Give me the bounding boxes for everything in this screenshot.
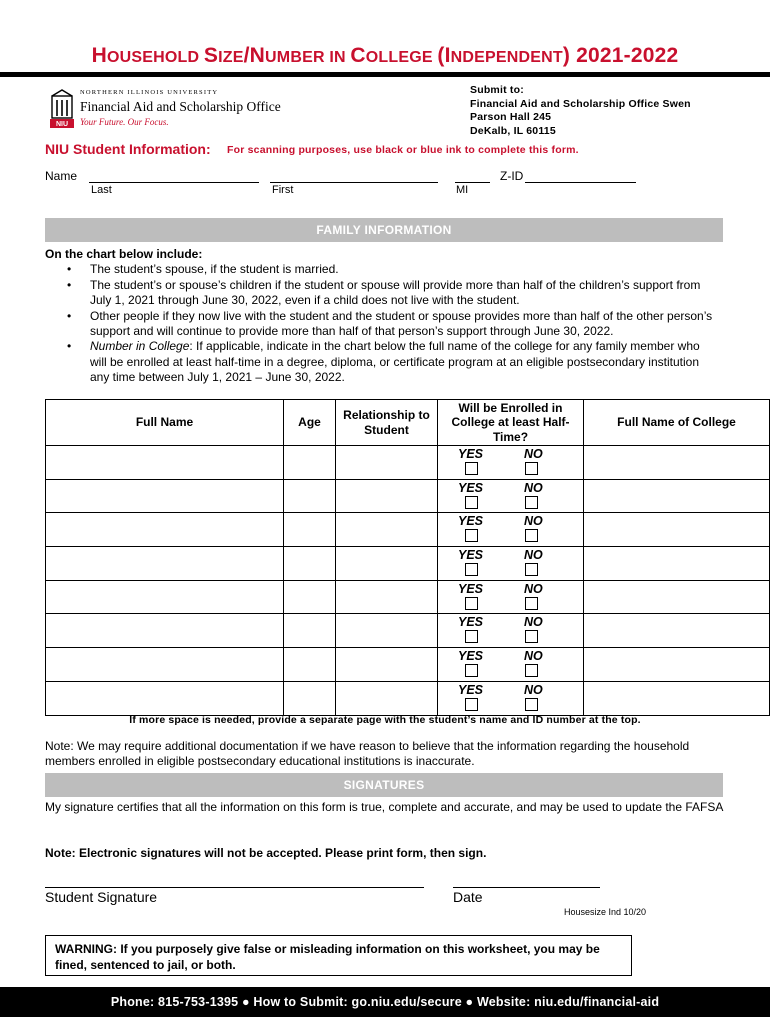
col-header-enrolled: Will be Enrolled in College at least Half-Time? <box>438 400 584 446</box>
age-cell[interactable] <box>284 614 336 648</box>
submit-line: Financial Aid and Scholarship Office Swen <box>470 97 691 110</box>
no-checkbox[interactable] <box>525 597 538 610</box>
enrolled-cell <box>438 648 584 682</box>
full-name-cell[interactable] <box>46 547 284 581</box>
certification-text: My signature certifies that all the information on this form is true, complete and accurate, and may be used to update the FAFSA <box>45 800 724 814</box>
age-cell[interactable] <box>284 446 336 480</box>
college-name-cell[interactable] <box>584 513 770 547</box>
no-label: NO <box>524 447 543 461</box>
col-header-age: Age <box>284 400 336 446</box>
title-part: NDEPENDENT <box>450 49 563 66</box>
date-label: Date <box>453 889 483 905</box>
full-name-cell[interactable] <box>46 580 284 614</box>
instruction-item: • The student’s spouse, if the student is married. <box>45 262 715 277</box>
college-name-cell[interactable] <box>584 681 770 715</box>
relationship-cell[interactable] <box>336 580 438 614</box>
relationship-cell[interactable] <box>336 513 438 547</box>
niu-building-icon <box>50 88 74 128</box>
number-in-college-term: Number in College <box>90 339 190 354</box>
university-name: NORTHERN ILLINOIS UNIVERSITY <box>80 89 219 96</box>
form-id: Housesize Ind 10/20 <box>564 907 647 917</box>
yes-label: YES <box>458 615 484 630</box>
relationship-cell[interactable] <box>336 648 438 682</box>
no-electronic-signature-note: Note: Electronic signatures will not be accepted. Please print form, then sign. <box>45 846 487 860</box>
table-row <box>46 614 770 648</box>
yes-checkbox[interactable] <box>465 496 478 509</box>
last-name-field[interactable] <box>89 182 259 183</box>
age-cell[interactable] <box>284 513 336 547</box>
table-row <box>46 681 770 715</box>
yes-checkbox[interactable] <box>465 462 478 475</box>
no-label: NO <box>524 548 543 563</box>
title-part: ) 2021-2022 <box>562 44 679 67</box>
office-name: Financial Aid and Scholarship Office <box>80 99 281 114</box>
college-name-cell[interactable] <box>584 479 770 513</box>
number-in-college-text: : If applicable, indicate in the chart below the full name of the college for any family member who will be enrolled at least half-time in a degree, diploma, or certificate program at an eligible postsecondary institution any time between July 1, 2021 – June 30, 2022. <box>90 339 700 385</box>
col-header-relationship: Relationship to Student <box>336 400 438 446</box>
yes-label: YES <box>458 682 484 697</box>
family-table-body <box>46 446 770 716</box>
relationship-cell[interactable] <box>336 479 438 513</box>
yes-label: YES <box>458 447 484 461</box>
niu-logo <box>50 86 310 132</box>
more-space-note: If more space is needed, provide a separate page with the student’s name and ID number at the top. <box>129 714 641 726</box>
age-cell[interactable] <box>284 547 336 581</box>
yes-checkbox[interactable] <box>465 597 478 610</box>
no-label: NO <box>524 682 543 697</box>
relationship-cell[interactable] <box>336 547 438 581</box>
college-name-cell[interactable] <box>584 446 770 480</box>
no-checkbox[interactable] <box>525 529 538 542</box>
submit-line: Parson Hall 245 <box>470 111 552 123</box>
title-part: IZE <box>218 49 244 66</box>
title-part: H <box>91 44 107 67</box>
yes-checkbox[interactable] <box>465 664 478 677</box>
full-name-cell[interactable] <box>46 648 284 682</box>
footer-contact-bar: Phone: 815-753-1395 ● How to Submit: go.niu.edu/secure ● Website: niu.edu/financial-aid <box>0 987 770 1017</box>
yes-label: YES <box>458 480 484 495</box>
zid-label: Z-ID <box>500 169 524 183</box>
date-field[interactable] <box>453 887 600 888</box>
no-checkbox[interactable] <box>525 462 538 475</box>
college-name-cell[interactable] <box>584 614 770 648</box>
table-row <box>46 513 770 547</box>
title-divider <box>0 72 770 77</box>
instruction-item: • The student’s or spouse’s children if the student or spouse will provide more than half of the children’s support from July 1, 2021 through June 30, 2022, even if a child does not live with the student. <box>45 278 715 309</box>
family-table <box>45 399 770 716</box>
instruction-item: • Other people if they now live with the student and the student or spouse provides more than half of the other person’s support and will continue to provide more than half of that person’s support through June 30, 2022. <box>45 309 715 340</box>
warning-box: WARNING: If you purposely give false or misleading information on this worksheet, you may be fined, sentenced to jail, or both. <box>45 935 632 976</box>
table-row <box>46 547 770 581</box>
instructions-list <box>45 262 715 385</box>
title-part: UMBER IN <box>265 49 351 66</box>
enrolled-cell <box>438 681 584 715</box>
family-information-bar: FAMILY INFORMATION <box>45 218 723 242</box>
family-instructions <box>45 247 715 386</box>
enrolled-cell <box>438 547 584 581</box>
table-row <box>46 446 770 480</box>
mi-label: MI <box>456 184 469 196</box>
documentation-note: Note: We may require additional documentation if we have reason to believe that the information regarding the household members enrolled in eligible postsecondary educational institutions is inaccurate. <box>45 739 690 769</box>
yes-checkbox[interactable] <box>465 563 478 576</box>
last-label: Last <box>91 184 112 196</box>
title-part: S <box>203 44 219 67</box>
no-checkbox[interactable] <box>525 496 538 509</box>
enrolled-cell <box>438 614 584 648</box>
title-part: OUSEHOLD <box>107 49 204 66</box>
yes-checkbox[interactable] <box>465 529 478 542</box>
table-row <box>46 479 770 513</box>
enrolled-cell <box>438 446 584 480</box>
no-label: NO <box>524 480 543 495</box>
age-cell[interactable] <box>284 648 336 682</box>
title-part: (I <box>437 44 451 67</box>
full-name-cell[interactable] <box>46 479 284 513</box>
full-name-cell[interactable] <box>46 681 284 715</box>
college-name-cell[interactable] <box>584 547 770 581</box>
no-label: NO <box>524 649 543 664</box>
submit-heading: Submit to: <box>470 84 524 96</box>
table-header-row <box>46 400 770 446</box>
submit-address <box>470 84 691 138</box>
no-label: NO <box>524 615 543 630</box>
yes-checkbox[interactable] <box>465 698 478 711</box>
no-checkbox[interactable] <box>525 563 538 576</box>
yes-label: YES <box>458 548 484 563</box>
relationship-cell[interactable] <box>336 446 438 480</box>
student-signature-field[interactable] <box>45 887 424 888</box>
mi-field[interactable] <box>455 182 490 183</box>
instruction-item <box>45 339 715 385</box>
age-cell[interactable] <box>284 479 336 513</box>
instructions-lead: On the chart below include: <box>45 247 203 261</box>
yes-label: YES <box>458 649 484 664</box>
full-name-cell[interactable] <box>46 614 284 648</box>
college-name-cell[interactable] <box>584 580 770 614</box>
logo-tagline: Your Future. Our Focus. <box>80 117 169 127</box>
no-checkbox[interactable] <box>525 664 538 677</box>
relationship-cell[interactable] <box>336 681 438 715</box>
yes-label: YES <box>458 581 484 596</box>
yes-checkbox[interactable] <box>465 630 478 643</box>
no-label: NO <box>524 581 543 596</box>
niu-mark-text: NIU <box>55 121 69 128</box>
enrolled-cell <box>438 580 584 614</box>
table-row <box>46 648 770 682</box>
yes-label: YES <box>458 514 484 529</box>
age-cell[interactable] <box>284 580 336 614</box>
no-label: NO <box>524 514 543 529</box>
first-label: First <box>272 184 294 196</box>
full-name-cell[interactable] <box>46 513 284 547</box>
age-cell[interactable] <box>284 681 336 715</box>
table-row <box>46 580 770 614</box>
enrolled-cell <box>438 513 584 547</box>
no-checkbox[interactable] <box>525 630 538 643</box>
col-header-full-name: Full Name <box>46 400 284 446</box>
student-info-heading: NIU Student Information: <box>45 141 211 157</box>
college-name-cell[interactable] <box>584 648 770 682</box>
submit-line: DeKalb, IL 60115 <box>470 124 556 137</box>
no-checkbox[interactable] <box>525 698 538 711</box>
scan-instruction: For scanning purposes, use black or blue ink to complete this form. <box>227 144 579 156</box>
full-name-cell[interactable] <box>46 446 284 480</box>
zid-field[interactable] <box>525 182 636 183</box>
title-part: C <box>350 44 366 67</box>
page-title <box>0 44 770 68</box>
relationship-cell[interactable] <box>336 614 438 648</box>
title-part: /N <box>243 44 266 67</box>
student-signature-label: Student Signature <box>45 889 158 905</box>
enrolled-cell <box>438 479 584 513</box>
col-header-college: Full Name of College <box>584 400 770 446</box>
title-part: OLLEGE <box>365 49 438 66</box>
name-label: Name <box>45 169 78 183</box>
signatures-bar: SIGNATURES <box>45 773 723 797</box>
first-name-field[interactable] <box>270 182 438 183</box>
